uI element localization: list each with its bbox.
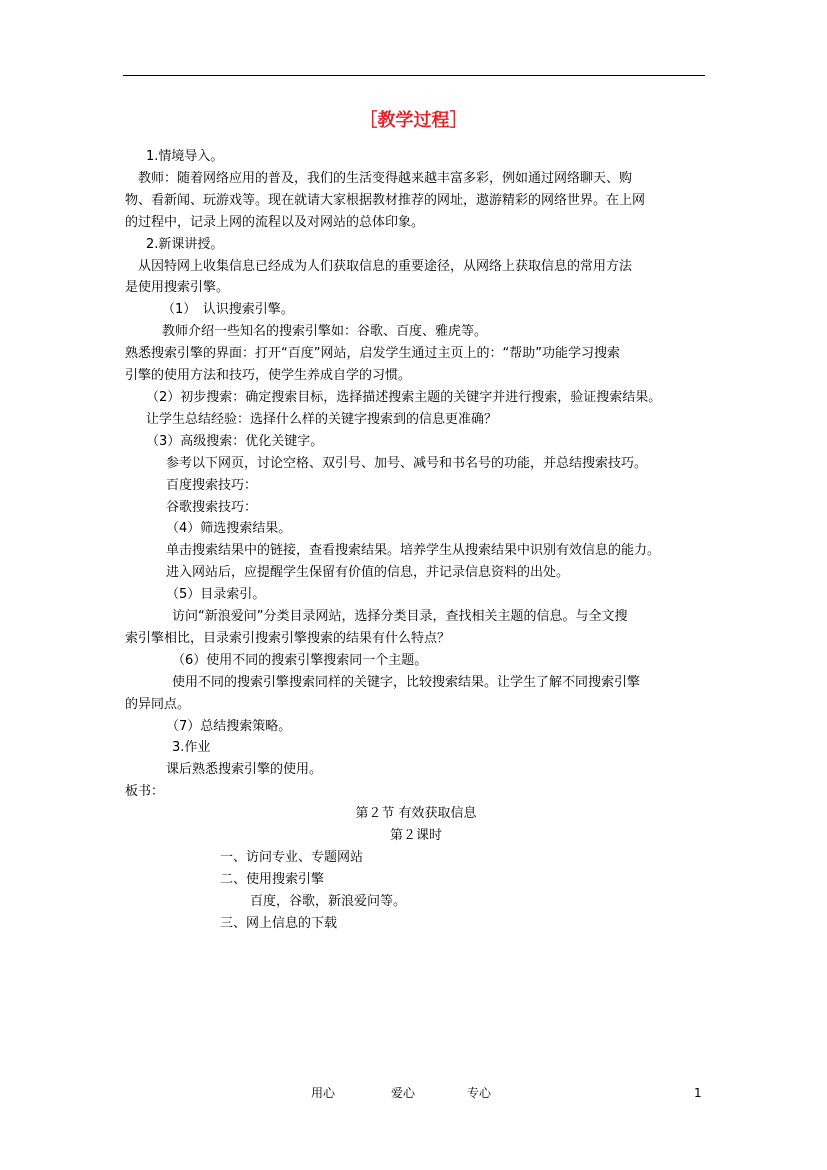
step-5-paragraph-line-1: 访问“新浪爱问”分类目录网站，选择分类目录，查找相关主题的信息。与全文搜 [172,609,628,625]
heading-homework: 3.作业 [172,740,211,756]
step-6-heading: （6）使用不同的搜索引擎搜索同一个主题。 [172,652,428,668]
step-5-paragraph-line-2: 索引擎相比，目录索引搜索引擎搜索的结果有什么特点？ [125,630,451,646]
lesson-paragraph-line-1: 从因特网上收集信息已经成为人们获取信息的重要途径，从网络上获取信息的常用方法 [138,258,633,274]
footer-motto-left: 用心 [311,1086,336,1100]
step-3-reference: 参考以下网页，讨论空格、双引号、加号、减号和书名号的功能，并总结搜索技巧。 [166,455,648,471]
lesson-paragraph-line-2: 是使用搜索引擎。 [125,280,230,296]
page-number: 1 [694,1086,702,1100]
step-6-paragraph-line-2: 的异同点。 [125,696,191,712]
blackboard-label: 板书： [125,784,165,800]
step-2-summary: 让学生总结经验：选择什么样的关键字搜索到的信息更准确？ [146,411,498,427]
blackboard-lesson-number: 第２课时 [389,828,442,844]
baidu-tips-label: 百度搜索技巧： [166,477,258,493]
google-tips-label: 谷歌搜索技巧： [166,499,258,515]
heading-situation-intro: 1.情境导入。 [146,149,224,164]
step-4-click-results: 单击搜索结果中的链接，查看搜索结果。培养学生从搜索结果中识别有效信息的能力。 [166,543,661,559]
blackboard-item-3: 三、网上信息的下载 [220,915,338,931]
teacher-paragraph-line-3: 的过程中，记录上网的流程以及对网站的总体印象。 [125,214,425,230]
header-rule [123,75,705,76]
step-3-heading: （3）高级搜索：优化关键字。 [146,433,324,449]
blackboard-item-2: 二、使用搜索引擎 [220,871,325,887]
footer-motto-middle: 爱心 [391,1086,416,1100]
step-5-heading: （5）目录索引。 [166,587,266,603]
step-1-interface-line-1: 熟悉搜索引擎的界面：打开“百度”网站，启发学生通过主页上的：“帮助”功能学习搜索 [125,346,620,362]
section-title: ［教学过程］ [359,110,468,131]
blackboard-item-2-detail: 百度，谷歌，新浪爱问等。 [250,893,407,909]
document-body [125,146,707,935]
homework-text: 课后熟悉搜索引擎的使用。 [166,762,323,778]
blackboard-item-1: 一、访问专业、专题网站 [220,850,364,865]
heading-new-lesson: 2.新课讲授。 [146,236,224,252]
step-4-heading: （4）筛选搜索结果。 [166,521,292,537]
step-2-heading: （2）初步搜索：确定搜索目标，选择描述搜索主题的关键字并进行搜索，验证搜索结果。 [146,389,662,405]
step-6-paragraph-line-1: 使用不同的搜索引擎搜索同样的关键字，比较搜索结果。让学生了解不同搜索引擎 [172,674,641,690]
footer-motto-right: 专心 [467,1086,492,1100]
teacher-paragraph-line-1: 教师：随着网络应用的普及，我们的生活变得越来越丰富多彩，例如通过网络聊天、购 [138,170,633,186]
teacher-paragraph-line-2: 物、看新闻、玩游戏等。现在就请大家根据教材推荐的网址，遨游精彩的网络世界。在上网 [125,192,646,208]
step-4-save-info: 进入网站后，应提醒学生保留有价值的信息，并记录信息资料的出处。 [166,565,570,581]
step-1-interface-line-2: 引擎的使用方法和技巧，使学生养成自学的习惯。 [125,368,412,384]
step-1-teacher-intro: 教师介绍一些知名的搜索引擎如：谷歌、百度、雅虎等。 [162,324,488,340]
blackboard-section-title: 第２节 有效获取信息 [355,806,477,822]
step-7-heading: （7）总结搜索策略。 [166,718,292,734]
step-1-heading: （1） 认识搜索引擎。 [162,302,294,318]
